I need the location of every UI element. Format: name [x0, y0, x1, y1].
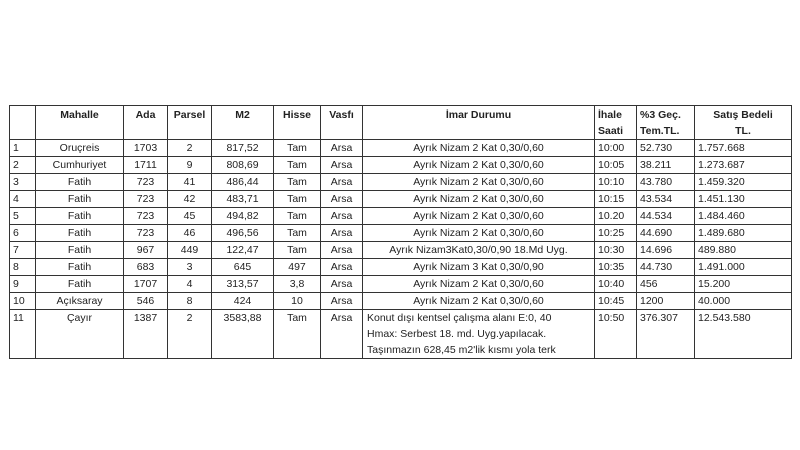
cell-parsel: 3	[168, 259, 212, 276]
cell-teminat: 44.730	[637, 259, 695, 276]
cell-parsel: 9	[168, 157, 212, 174]
header-ihale-saati	[595, 106, 637, 140]
header-parsel: Parsel	[168, 106, 212, 140]
cell-bedel: 12.543.580	[695, 310, 792, 359]
header-no	[10, 106, 36, 140]
table-row	[10, 276, 792, 293]
cell-mahalle: Fatih	[36, 225, 124, 242]
cell-teminat: 43.534	[637, 191, 695, 208]
cell-saat: 10:30	[595, 242, 637, 259]
table-row	[10, 208, 792, 225]
cell-teminat: 38.211	[637, 157, 695, 174]
cell-imar: Ayrık Nizam 2 Kat 0,30/0,60	[363, 157, 595, 174]
table-row	[10, 310, 792, 359]
table-row	[10, 242, 792, 259]
header-satis-line2: TL.	[735, 125, 751, 137]
cell-imar: Ayrık Nizam3Kat0,30/0,90 18.Md Uyg.	[363, 242, 595, 259]
cell-imar: Ayrık Nizam 2 Kat 0,30/0,60	[363, 276, 595, 293]
header-mahalle: Mahalle	[36, 106, 124, 140]
header-teminat-line2: Tem.TL.	[640, 125, 680, 137]
cell-teminat: 44.534	[637, 208, 695, 225]
cell-vasfi: Arsa	[321, 293, 363, 310]
cell-parsel: 2	[168, 310, 212, 359]
cell-bedel: 1.273.687	[695, 157, 792, 174]
cell-bedel: 1.459.320	[695, 174, 792, 191]
cell-m2: 424	[212, 293, 274, 310]
auction-table	[9, 105, 792, 359]
cell-mahalle: Fatih	[36, 276, 124, 293]
cell-vasfi: Arsa	[321, 191, 363, 208]
cell-no: 2	[10, 157, 36, 174]
cell-hisse: Tam	[274, 157, 321, 174]
table-row	[10, 259, 792, 276]
cell-bedel: 489.880	[695, 242, 792, 259]
cell-ada: 1711	[124, 157, 168, 174]
cell-saat: 10:00	[595, 140, 637, 157]
cell-vasfi: Arsa	[321, 140, 363, 157]
cell-m2: 808,69	[212, 157, 274, 174]
cell-m2: 645	[212, 259, 274, 276]
cell-hisse: Tam	[274, 140, 321, 157]
cell-bedel: 1.489.680	[695, 225, 792, 242]
cell-bedel: 1.451.130	[695, 191, 792, 208]
table-row	[10, 293, 792, 310]
table-row	[10, 191, 792, 208]
cell-vasfi: Arsa	[321, 208, 363, 225]
cell-parsel: 2	[168, 140, 212, 157]
cell-ada: 1387	[124, 310, 168, 359]
cell-saat: 10:50	[595, 310, 637, 359]
header-imar: İmar Durumu	[363, 106, 595, 140]
table-row	[10, 174, 792, 191]
cell-imar: Ayrık Nizam 3 Kat 0,30/0,90	[363, 259, 595, 276]
cell-hisse: Tam	[274, 208, 321, 225]
cell-teminat: 52.730	[637, 140, 695, 157]
table-row	[10, 140, 792, 157]
cell-mahalle: Fatih	[36, 259, 124, 276]
header-m2: M2	[212, 106, 274, 140]
cell-hisse: Tam	[274, 225, 321, 242]
cell-imar: Ayrık Nizam 2 Kat 0,30/0,60	[363, 140, 595, 157]
cell-parsel: 45	[168, 208, 212, 225]
cell-parsel: 42	[168, 191, 212, 208]
header-vasfi: Vasfı	[321, 106, 363, 140]
cell-hisse: 10	[274, 293, 321, 310]
cell-hisse: Tam	[274, 191, 321, 208]
cell-vasfi: Arsa	[321, 310, 363, 359]
cell-teminat: 44.690	[637, 225, 695, 242]
cell-no: 3	[10, 174, 36, 191]
cell-no: 4	[10, 191, 36, 208]
cell-bedel: 1.491.000	[695, 259, 792, 276]
header-satis-bedeli	[695, 106, 792, 140]
cell-no: 6	[10, 225, 36, 242]
cell-teminat: 376.307	[637, 310, 695, 359]
cell-hisse: Tam	[274, 310, 321, 359]
cell-saat: 10:10	[595, 174, 637, 191]
cell-mahalle: Fatih	[36, 174, 124, 191]
cell-mahalle: Çayır	[36, 310, 124, 359]
cell-vasfi: Arsa	[321, 225, 363, 242]
header-satis-line1: Satış Bedeli	[713, 109, 773, 121]
header-teminat	[637, 106, 695, 140]
cell-saat: 10:35	[595, 259, 637, 276]
header-hisse: Hisse	[274, 106, 321, 140]
cell-m2: 3583,88	[212, 310, 274, 359]
table-row	[10, 225, 792, 242]
cell-bedel: 40.000	[695, 293, 792, 310]
cell-saat: 10.20	[595, 208, 637, 225]
cell-vasfi: Arsa	[321, 157, 363, 174]
cell-ada: 723	[124, 208, 168, 225]
cell-vasfi: Arsa	[321, 259, 363, 276]
header-row	[10, 106, 792, 140]
cell-teminat: 43.780	[637, 174, 695, 191]
cell-no: 10	[10, 293, 36, 310]
cell-parsel: 8	[168, 293, 212, 310]
imar-line: Konut dışı kentsel çalışma alanı E:0, 40	[367, 312, 552, 324]
cell-mahalle: Fatih	[36, 191, 124, 208]
imar-line: Hmax: Serbest 18. md. Uyg.yapılacak.	[367, 328, 547, 340]
cell-no: 9	[10, 276, 36, 293]
cell-mahalle: Oruçreis	[36, 140, 124, 157]
cell-saat: 10:45	[595, 293, 637, 310]
cell-m2: 486,44	[212, 174, 274, 191]
cell-hisse: Tam	[274, 242, 321, 259]
cell-no: 5	[10, 208, 36, 225]
cell-no: 11	[10, 310, 36, 359]
cell-hisse: 3,8	[274, 276, 321, 293]
cell-no: 1	[10, 140, 36, 157]
header-teminat-line1: %3 Geç.	[640, 109, 681, 121]
cell-mahalle: Açıksaray	[36, 293, 124, 310]
header-ihale-line1: İhale	[598, 109, 622, 121]
cell-parsel: 46	[168, 225, 212, 242]
cell-m2: 817,52	[212, 140, 274, 157]
cell-saat: 10:25	[595, 225, 637, 242]
cell-ada: 967	[124, 242, 168, 259]
cell-teminat: 456	[637, 276, 695, 293]
cell-mahalle: Fatih	[36, 208, 124, 225]
cell-no: 8	[10, 259, 36, 276]
header-ada: Ada	[124, 106, 168, 140]
table-row	[10, 157, 792, 174]
cell-ada: 723	[124, 191, 168, 208]
cell-ada: 1703	[124, 140, 168, 157]
cell-m2: 496,56	[212, 225, 274, 242]
cell-m2: 494,82	[212, 208, 274, 225]
cell-imar	[363, 310, 595, 359]
cell-saat: 10:05	[595, 157, 637, 174]
cell-ada: 723	[124, 174, 168, 191]
cell-parsel: 41	[168, 174, 212, 191]
cell-imar: Ayrık Nizam 2 Kat 0,30/0,60	[363, 293, 595, 310]
cell-bedel: 1.484.460	[695, 208, 792, 225]
header-ihale-line2: Saati	[598, 125, 624, 137]
cell-no: 7	[10, 242, 36, 259]
cell-bedel: 15.200	[695, 276, 792, 293]
cell-mahalle: Fatih	[36, 242, 124, 259]
cell-mahalle: Cumhuriyet	[36, 157, 124, 174]
cell-parsel: 449	[168, 242, 212, 259]
cell-m2: 313,57	[212, 276, 274, 293]
cell-parsel: 4	[168, 276, 212, 293]
cell-ada: 546	[124, 293, 168, 310]
cell-saat: 10:15	[595, 191, 637, 208]
cell-ada: 1707	[124, 276, 168, 293]
cell-hisse: Tam	[274, 174, 321, 191]
cell-teminat: 14.696	[637, 242, 695, 259]
cell-vasfi: Arsa	[321, 242, 363, 259]
cell-m2: 483,71	[212, 191, 274, 208]
cell-ada: 683	[124, 259, 168, 276]
cell-saat: 10:40	[595, 276, 637, 293]
cell-ada: 723	[124, 225, 168, 242]
cell-imar: Ayrık Nizam 2 Kat 0,30/0,60	[363, 225, 595, 242]
cell-vasfi: Arsa	[321, 174, 363, 191]
cell-vasfi: Arsa	[321, 276, 363, 293]
cell-teminat: 1200	[637, 293, 695, 310]
cell-m2: 122,47	[212, 242, 274, 259]
cell-imar: Ayrık Nizam 2 Kat 0,30/0,60	[363, 191, 595, 208]
cell-bedel: 1.757.668	[695, 140, 792, 157]
cell-imar: Ayrık Nizam 2 Kat 0,30/0,60	[363, 174, 595, 191]
imar-line: Taşınmazın 628,45 m2'lik kısmı yola terk	[367, 344, 556, 356]
cell-imar: Ayrık Nizam 2 Kat 0,30/0,60	[363, 208, 595, 225]
cell-hisse: 497	[274, 259, 321, 276]
